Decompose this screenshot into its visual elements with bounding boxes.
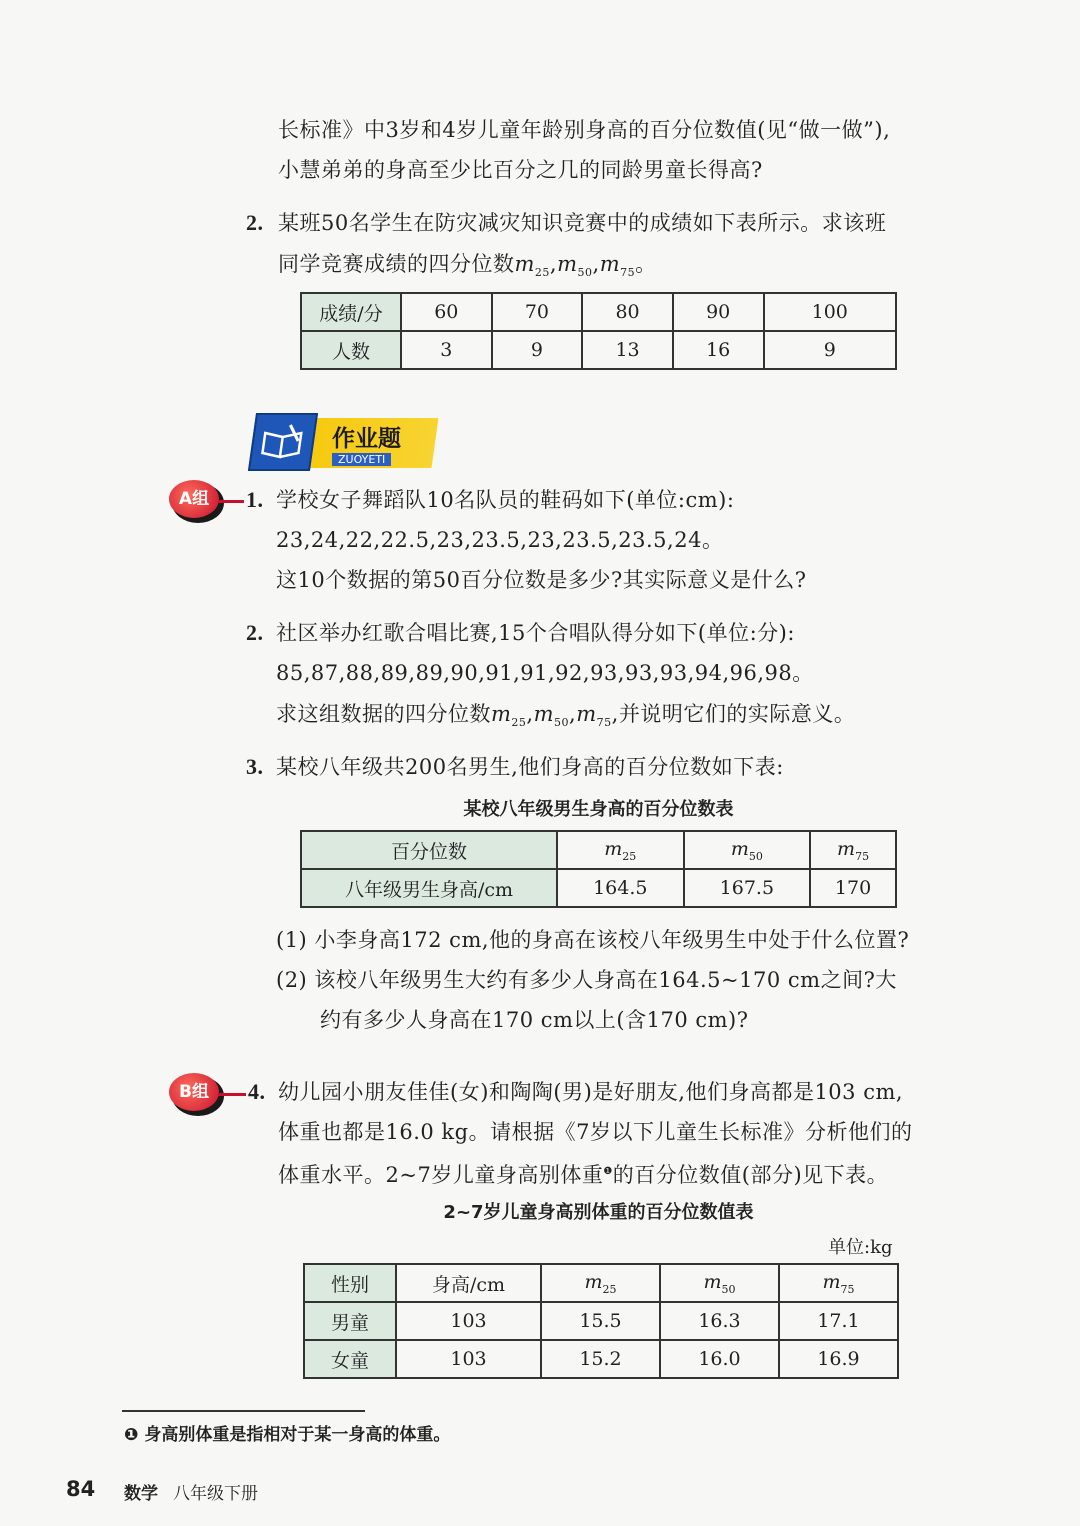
arrow-icon — [218, 1093, 246, 1096]
table-header-cell: 性别 — [304, 1264, 396, 1302]
question-number: 4. — [248, 1079, 266, 1104]
footnote-mark: ❶ — [124, 1425, 139, 1445]
question-number: 2. — [246, 210, 264, 235]
table-header-cell: 90 — [673, 293, 764, 331]
group-a-badge: A组 — [169, 480, 219, 518]
question-number: 1. — [246, 487, 264, 512]
table-cell: 15.2 — [541, 1340, 660, 1378]
table-row-label: 男童 — [304, 1302, 396, 1340]
table-header-cell: $m_{75}$ — [779, 1264, 898, 1302]
b4-line-2: 体重也都是16.0 kg。请根据《7岁以下儿童生长标准》分析他们的 — [278, 1120, 913, 1144]
table-caption: 某校八年级男生身高的百分位数表 — [463, 799, 734, 820]
arrow-icon — [218, 500, 244, 503]
table-header-cell: 100 — [764, 293, 897, 331]
a2-line-1: 社区举办红歌合唱比赛,15个合唱队得分如下(单位:分): — [276, 621, 795, 645]
table-cell: 103 — [396, 1340, 541, 1378]
a3-line-1: 某校八年级共200名男生,他们身高的百分位数如下表: — [276, 755, 784, 779]
table-header-cell: $m_{25}$ — [541, 1264, 660, 1302]
table-header-cell: $m_{75}$ — [810, 831, 896, 869]
table-header-cell: $m_{50}$ — [660, 1264, 779, 1302]
footer-book: 八年级下册 — [173, 1484, 258, 1504]
unit-label: 单位:kg — [828, 1237, 893, 1258]
table-row-label: 女童 — [304, 1340, 396, 1378]
score-table — [300, 292, 897, 370]
page-number: 84 — [66, 1477, 96, 1501]
table-cell: 13 — [582, 331, 673, 369]
book-pencil-icon — [248, 413, 318, 471]
table-header-cell: $m_{50}$ — [684, 831, 811, 869]
table-header-cell: 70 — [492, 293, 583, 331]
table-cell: 167.5 — [684, 869, 811, 907]
table-row-label: 八年级男生身高/cm — [301, 869, 557, 907]
a2-line-3: 求这组数据的四分位数$m_{25},m_{50},m_{75}$,并说明它们的实际意义。 — [276, 702, 856, 730]
b4-line-1: 幼儿园小朋友佳佳(女)和陶陶(男)是好朋友,他们身高都是103 cm, — [278, 1080, 904, 1104]
table-cell: 9 — [492, 331, 583, 369]
table-header-cell: 身高/cm — [396, 1264, 541, 1302]
table-row-label: 人数 — [301, 331, 401, 369]
b4-line-3: 体重水平。2~7岁儿童身高别体重$^❶$的百分位数值(部分)见下表。 — [278, 1163, 889, 1187]
table-cell: 16.0 — [660, 1340, 779, 1378]
intro-line-2: 小慧弟弟的身高至少比百分之几的同龄男童长得高? — [278, 158, 763, 182]
table-cell: 3 — [401, 331, 492, 369]
q2-line-2: 同学竞赛成绩的四分位数$m_{25},m_{50},m_{75}$。 — [278, 252, 657, 280]
a1-line-3: 这10个数据的第50百分位数是多少?其实际意义是什么? — [276, 568, 807, 592]
table-cell: 164.5 — [557, 869, 684, 907]
table-cell: 170 — [810, 869, 896, 907]
table-header-cell: 百分位数 — [301, 831, 557, 869]
height-percentile-table — [300, 830, 897, 908]
homework-subtitle: ZUOYETI — [332, 453, 391, 466]
table-header-cell: 60 — [401, 293, 492, 331]
table-caption: 2~7岁儿童身高别体重的百分位数值表 — [443, 1202, 754, 1223]
group-b-badge: B组 — [169, 1073, 219, 1111]
a3-sub-1: (1) 小李身高172 cm,他的身高在该校八年级男生中处于什么位置? — [276, 928, 910, 952]
table-cell: 103 — [396, 1302, 541, 1340]
footnote-ref: ❶ — [603, 1166, 613, 1177]
table-cell: 16.9 — [779, 1340, 898, 1378]
footnote-divider — [122, 1410, 365, 1412]
q2-line-1: 某班50名学生在防灾减灾知识竞赛中的成绩如下表所示。求该班 — [278, 211, 887, 235]
footnote-text: 身高别体重是指相对于某一身高的体重。 — [144, 1425, 451, 1445]
homework-title: 作业题 — [332, 426, 401, 452]
table-header-cell: $m_{25}$ — [557, 831, 684, 869]
table-cell: 15.5 — [541, 1302, 660, 1340]
footer-subject: 数学 — [124, 1484, 158, 1504]
intro-line-1: 长标准》中3岁和4岁儿童年龄别身高的百分位数值(见“做一做”), — [278, 118, 891, 142]
table-cell: 16 — [673, 331, 764, 369]
question-number: 3. — [246, 754, 264, 779]
table-cell: 9 — [764, 331, 897, 369]
a3-sub-2-line-2: 约有多少人身高在170 cm以上(含170 cm)? — [320, 1008, 749, 1032]
a2-line-2: 85,87,88,89,89,90,91,91,92,93,93,93,94,96,98。 — [276, 661, 814, 685]
a3-sub-2-line-1: (2) 该校八年级男生大约有多少人身高在164.5~170 cm之间?大 — [276, 968, 897, 992]
question-number: 2. — [246, 620, 264, 645]
table-cell: 17.1 — [779, 1302, 898, 1340]
a1-line-2: 23,24,22,22.5,23,23.5,23,23.5,23.5,24。 — [276, 528, 724, 552]
table-header-cell: 成绩/分 — [301, 293, 401, 331]
a1-line-1: 学校女子舞蹈队10名队员的鞋码如下(单位:cm): — [276, 488, 735, 512]
table-cell: 16.3 — [660, 1302, 779, 1340]
weight-percentile-table — [303, 1263, 899, 1379]
footnote — [124, 1420, 450, 1445]
table-header-cell: 80 — [582, 293, 673, 331]
